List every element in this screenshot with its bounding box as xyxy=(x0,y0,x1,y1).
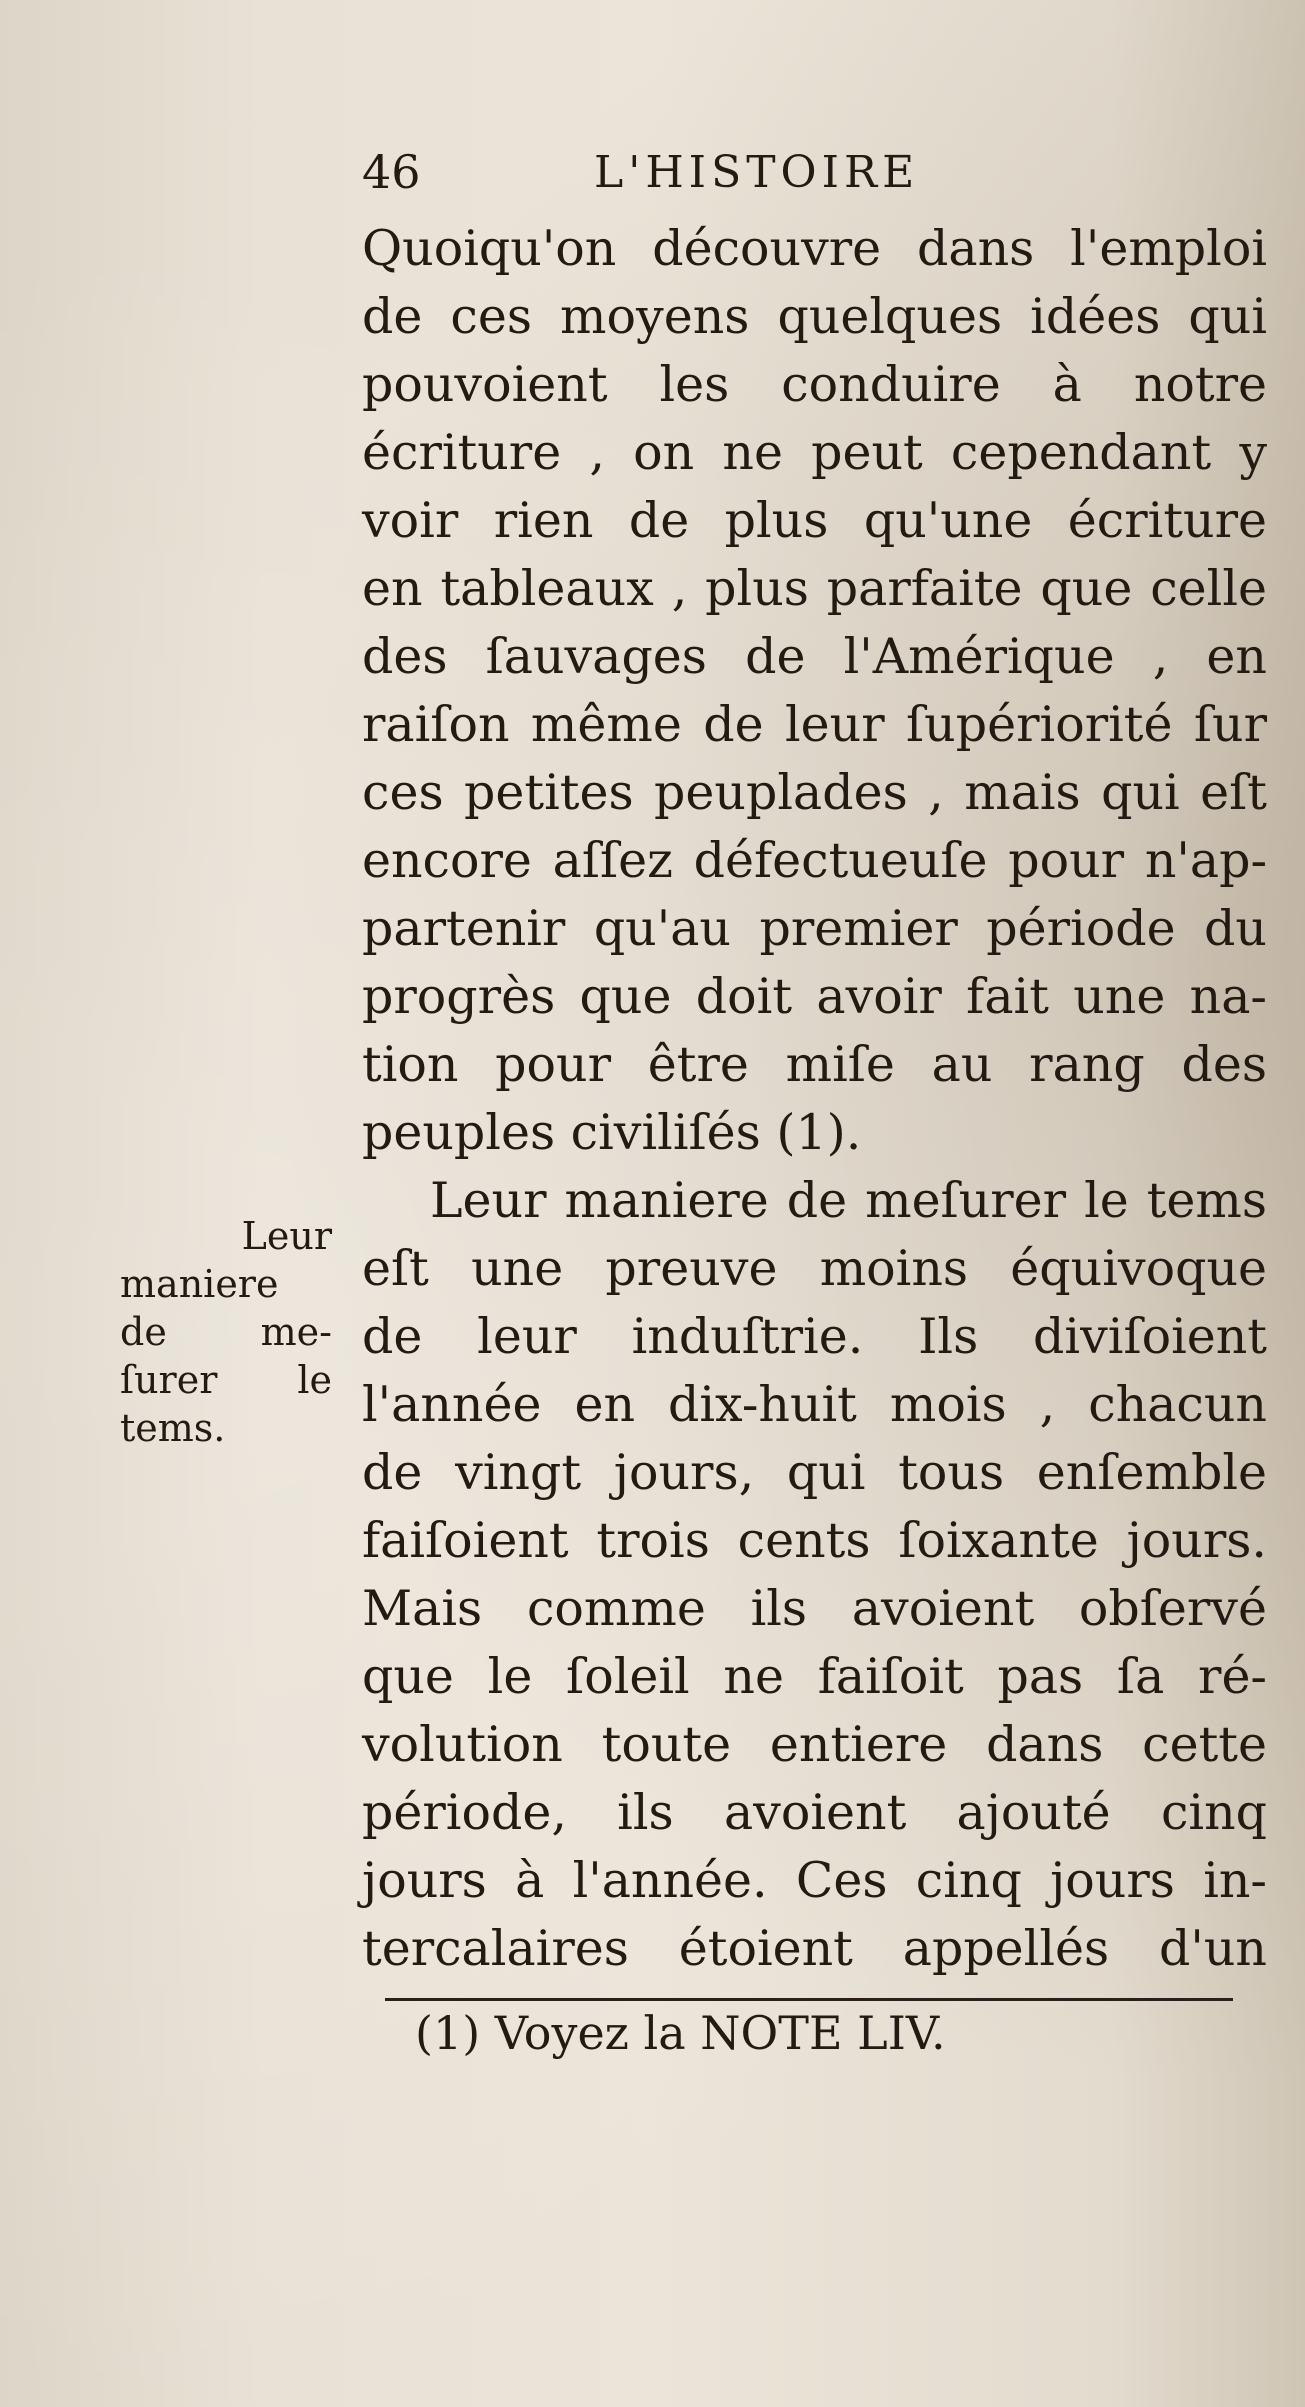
text-line: tercalaires étoient appellés d'un xyxy=(362,1920,1267,1977)
footnote-rule xyxy=(385,1998,1233,2001)
text-line: progrès que doit avoir fait une na- xyxy=(362,968,1267,1025)
text-line: partenir qu'au premier période du xyxy=(362,900,1267,957)
margin-note-line: Leur xyxy=(241,1214,332,1258)
page-number: 46 xyxy=(362,145,421,199)
margin-note-line: maniere xyxy=(120,1262,279,1306)
text-line: volution toute entiere dans cette xyxy=(362,1716,1267,1773)
text-line: tion pour être miſe au rang des xyxy=(362,1036,1267,1093)
text-line: ces petites peuplades , mais qui eſt xyxy=(362,764,1267,821)
text-line: raiſon même de leur ſupériorité ſur xyxy=(362,696,1267,753)
page-header xyxy=(362,145,1262,205)
text-line: des ſauvages de l'Amérique , en xyxy=(362,628,1267,685)
text-line: en tableaux , plus parfaite que celle xyxy=(362,560,1267,617)
footnote: (1) Voyez la NOTE LIV. xyxy=(415,2006,946,2060)
text-line: Quoiqu'on découvre dans l'emploi xyxy=(362,220,1267,277)
paragraph-start-line: Leur maniere de meſurer le tems xyxy=(430,1172,1267,1229)
margin-note-line: ſurer le xyxy=(120,1358,332,1402)
running-head: L'HISTOIRE xyxy=(594,147,920,198)
text-line: eſt une preuve moins équivoque xyxy=(362,1240,1267,1297)
text-line: voir rien de plus qu'une écriture xyxy=(362,492,1267,549)
text-line: de vingt jours, qui tous enſemble xyxy=(362,1444,1267,1501)
text-line: de ces moyens quelques idées qui xyxy=(362,288,1267,345)
text-line: période, ils avoient ajouté cinq xyxy=(362,1784,1267,1841)
margin-note-line: tems. xyxy=(120,1406,226,1450)
margin-note-line: de me- xyxy=(120,1310,332,1354)
text-line: jours à l'année. Ces cinq jours in- xyxy=(362,1852,1267,1909)
text-line: écriture , on ne peut cependant y xyxy=(362,424,1267,481)
text-line: faiſoient trois cents ſoixante jours. xyxy=(362,1512,1267,1569)
text-line: pouvoient les conduire à notre xyxy=(362,356,1267,413)
body-text xyxy=(362,215,1267,1983)
text-line: l'année en dix-huit mois , chacun xyxy=(362,1376,1267,1433)
text-line: peuples civiliſés (1). xyxy=(362,1104,862,1161)
margin-note xyxy=(120,1212,332,1452)
text-line: encore aſſez défectueuſe pour n'ap- xyxy=(362,832,1267,889)
text-line: que le ſoleil ne faiſoit pas ſa ré- xyxy=(362,1648,1267,1705)
text-line: de leur induſtrie. Ils diviſoient xyxy=(362,1308,1267,1365)
text-line: Mais comme ils avoient obſervé xyxy=(362,1580,1267,1637)
